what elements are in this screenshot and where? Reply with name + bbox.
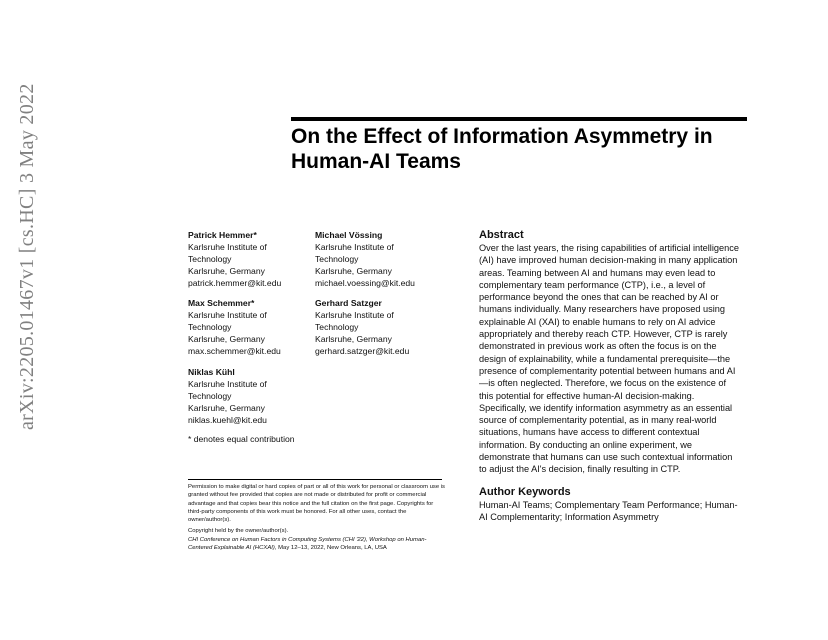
copyright-line: Copyright held by the owner/author(s). [188, 528, 289, 535]
author-email: max.schemmer@kit.edu [188, 346, 281, 356]
author-affiliation: Technology [188, 322, 232, 332]
author-affiliation: Karlsruhe Institute of [188, 379, 267, 389]
author-email: patrick.hemmer@kit.edu [188, 278, 282, 288]
author-block [188, 297, 313, 357]
author-email: gerhard.satzger@kit.edu [315, 346, 410, 356]
arxiv-stamp: arXiv:2205.01467v1 [cs.HC] 3 May 2022 [16, 83, 38, 430]
author-block [188, 229, 313, 289]
author-location: Karlsruhe, Germany [188, 403, 265, 413]
title-rule [291, 117, 747, 121]
keywords-text: Human-AI Teams; Complementary Team Performance; Human-AI Complementarity; Information Asymmetry [479, 499, 738, 522]
author-name: Patrick Hemmer* [188, 230, 257, 240]
venue-name: CHI Conference on Human Factors in Computing Systems (CHI '22), Workshop on Human-Centered Explainable AI (HCXAI), [188, 536, 427, 552]
author-name: Michael Vössing [315, 230, 383, 240]
author-email: michael.voessing@kit.edu [315, 278, 415, 288]
author-affiliation: Karlsruhe Institute of [188, 242, 267, 252]
abstract-text: Over the last years, the rising capabilities of artificial intelligence (AI) have improved human decision-making in many application areas. Teaming between AI and humans may even lead to complementary team performance (CTP), i.e., a level of performance beyond the ones that can be reached by AI or humans individually. Many researchers have proposed using explainable AI (XAI) to enable humans to rely on AI advice appropriately and thereby reach CTP. However, CTP is rarely demonstrated in previous work as often the focus is on the design of explainability, while a fundamental prerequisite—the presence of complementarity potential between humans and AI—is often neglected. Therefore, we focus on the existence of this potential for effective human-AI decision-making. Specifically, we identify information asymmetry as an essential source of complementarity potential, as in many real-world situations, humans have access to different contextual information. By conducting an online experiment, we demonstrate that humans can use such contextual information to adjust the AI's decision, finally resulting in CTP. [479, 243, 739, 475]
abstract-heading: Abstract [479, 229, 524, 241]
author-location: Karlsruhe, Germany [188, 266, 265, 276]
author-affiliation: Technology [315, 254, 359, 264]
paper-title: On the Effect of Information Asymmetry in Human-AI Teams [291, 125, 713, 173]
author-affiliation: Karlsruhe Institute of [315, 242, 394, 252]
author-affiliation: Karlsruhe Institute of [188, 310, 267, 320]
author-location: Karlsruhe, Germany [315, 266, 392, 276]
keywords-heading: Author Keywords [479, 485, 571, 498]
footer-rule [188, 479, 442, 480]
author-location: Karlsruhe, Germany [188, 334, 265, 344]
equal-contribution-note: * denotes equal contribution [188, 434, 295, 444]
author-block [188, 366, 313, 426]
author-email: niklas.kuehl@kit.edu [188, 415, 267, 425]
author-affiliation: Technology [188, 391, 232, 401]
author-location: Karlsruhe, Germany [315, 334, 392, 344]
copyright-footer [188, 483, 448, 552]
author-affiliation: Technology [188, 254, 232, 264]
author-affiliation: Karlsruhe Institute of [315, 310, 394, 320]
author-name: Niklas Kühl [188, 367, 235, 377]
author-name: Max Schemmer* [188, 298, 255, 308]
venue-date: May 12–13, 2022, New Orleans, LA, USA [276, 545, 387, 552]
author-block [315, 229, 440, 289]
permission-notice: Permission to make digital or hard copies of part or all of this work for personal or classroom use is granted without fee provided that copies are not made or distributed for profit or commercial advantage and that copies bear this notice and the full citation on the first page. Copyrights for third-party components of this work must be honored. For all other uses, contact the owner/author(s). [188, 484, 446, 524]
right-column [479, 228, 741, 523]
author-block [315, 297, 440, 357]
author-affiliation: Technology [315, 322, 359, 332]
author-name: Gerhard Satzger [315, 298, 382, 308]
venue-line [188, 536, 448, 553]
